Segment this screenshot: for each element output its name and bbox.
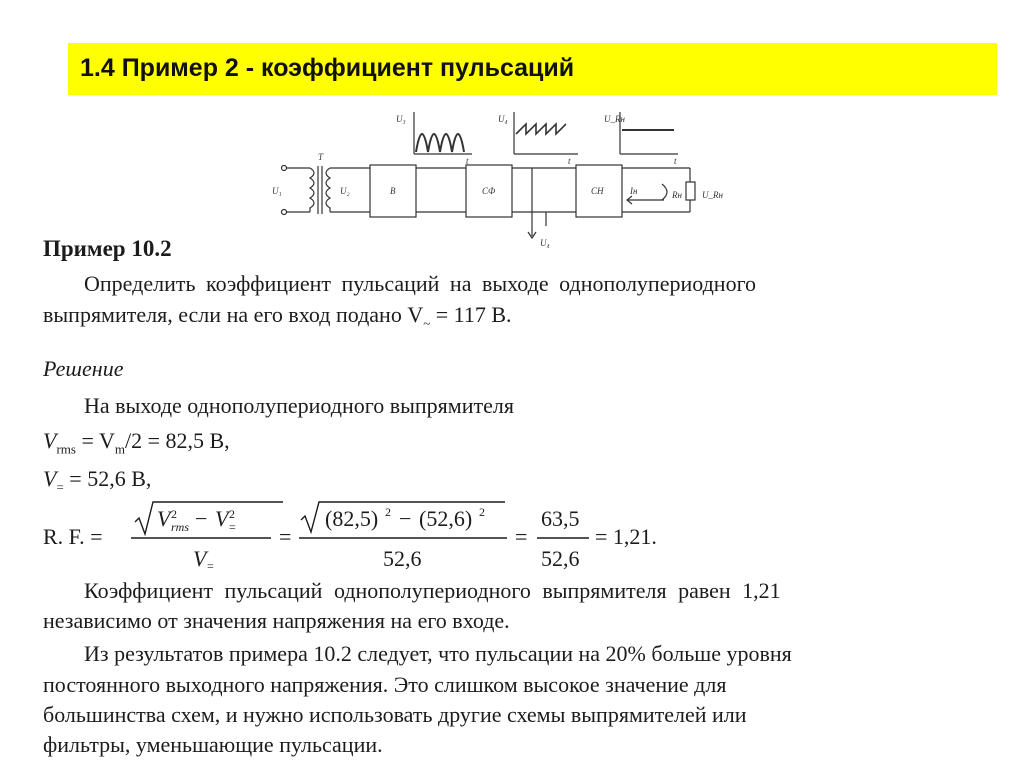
transformer-label: T bbox=[318, 152, 324, 162]
stabilizer-block-label: СН bbox=[591, 186, 604, 196]
rf-result: = 1,21. bbox=[595, 524, 657, 549]
rf-num3: 63,5 bbox=[541, 506, 580, 531]
solution-intro: На выходе однополупериодного выпрямителя bbox=[84, 393, 514, 418]
svg-text:−: − bbox=[195, 506, 208, 531]
u3-label: U₃ bbox=[396, 114, 406, 124]
rf-num2b: (52,6) bbox=[419, 506, 473, 531]
svg-text:V: V bbox=[215, 506, 229, 531]
time-label-3: t bbox=[674, 156, 677, 166]
result-line-4: фильтры, уменьшающие пульсации. bbox=[43, 732, 383, 757]
svg-text:=: = bbox=[207, 559, 214, 573]
svg-text:2: 2 bbox=[171, 507, 177, 521]
conclusion-line-2: независимо от значения напряжения на его входе. bbox=[43, 608, 510, 633]
u4-top-label: U₄ bbox=[498, 114, 508, 124]
u1-label: U₁ bbox=[272, 186, 282, 196]
rf-den1: V bbox=[193, 546, 207, 571]
ripple-factor-formula bbox=[43, 498, 743, 576]
urn-top-label: U_Rн bbox=[604, 114, 625, 124]
svg-text:=: = bbox=[279, 524, 292, 549]
task-line-1: Определить коэффициент пульсаций на выходе однополупериодного bbox=[84, 271, 757, 296]
svg-text:2: 2 bbox=[229, 507, 235, 521]
svg-text:=: = bbox=[229, 520, 236, 534]
title-bar bbox=[68, 43, 997, 95]
vrms-equation: $V_{rms} = V_m/2 = 82,5$ В, bbox=[43, 428, 230, 457]
svg-text:=: = bbox=[515, 524, 528, 549]
filter-block-label: СФ bbox=[482, 186, 496, 196]
conclusion-line-1: Коэффициент пульсаций однополупериодного выпрямителя равен 1,21 bbox=[84, 578, 781, 603]
task-line-2: выпрямителя, если на его вход подано $V_\sim = 117$ В. bbox=[43, 302, 512, 331]
rectifier-block-diagram bbox=[270, 108, 740, 250]
time-label-1: t bbox=[466, 156, 469, 166]
urn-label: U_Rн bbox=[702, 190, 723, 200]
solution-heading: Решение bbox=[43, 356, 124, 381]
svg-text:2: 2 bbox=[385, 505, 391, 519]
rn-label: Rн bbox=[672, 190, 682, 200]
page-title: 1.4 Пример 2 - коэффициент пульсаций bbox=[80, 54, 575, 82]
example-heading: Пример 10.2 bbox=[43, 236, 172, 261]
rf-den3: 52,6 bbox=[541, 546, 580, 571]
svg-text:−: − bbox=[399, 506, 412, 531]
result-line-3: большинства схем, и нужно использовать другие схемы выпрямителей или bbox=[43, 702, 747, 727]
result-line-1: Из результатов примера 10.2 следует, что пульсации на 20% больше уровня bbox=[84, 641, 792, 666]
in-label: Iн bbox=[630, 186, 638, 196]
rf-label: R. F. = bbox=[43, 524, 103, 549]
u2-label: U₂ bbox=[340, 186, 350, 196]
svg-text:rms: rms bbox=[171, 520, 190, 534]
result-line-2: постоянного выходного напряжения. Это слишком высокое значение для bbox=[43, 672, 727, 697]
rf-num2: (82,5) bbox=[325, 506, 379, 531]
rectifier-block-label: В bbox=[390, 186, 396, 196]
rf-num1: V bbox=[157, 506, 171, 531]
svg-text:2: 2 bbox=[479, 505, 485, 519]
u4-bottom-label: U₄ bbox=[540, 238, 550, 248]
vdc-equation: $V_= = 52,6$ В, bbox=[43, 466, 152, 495]
rf-den2: 52,6 bbox=[383, 546, 422, 571]
time-label-2: t bbox=[568, 156, 571, 166]
